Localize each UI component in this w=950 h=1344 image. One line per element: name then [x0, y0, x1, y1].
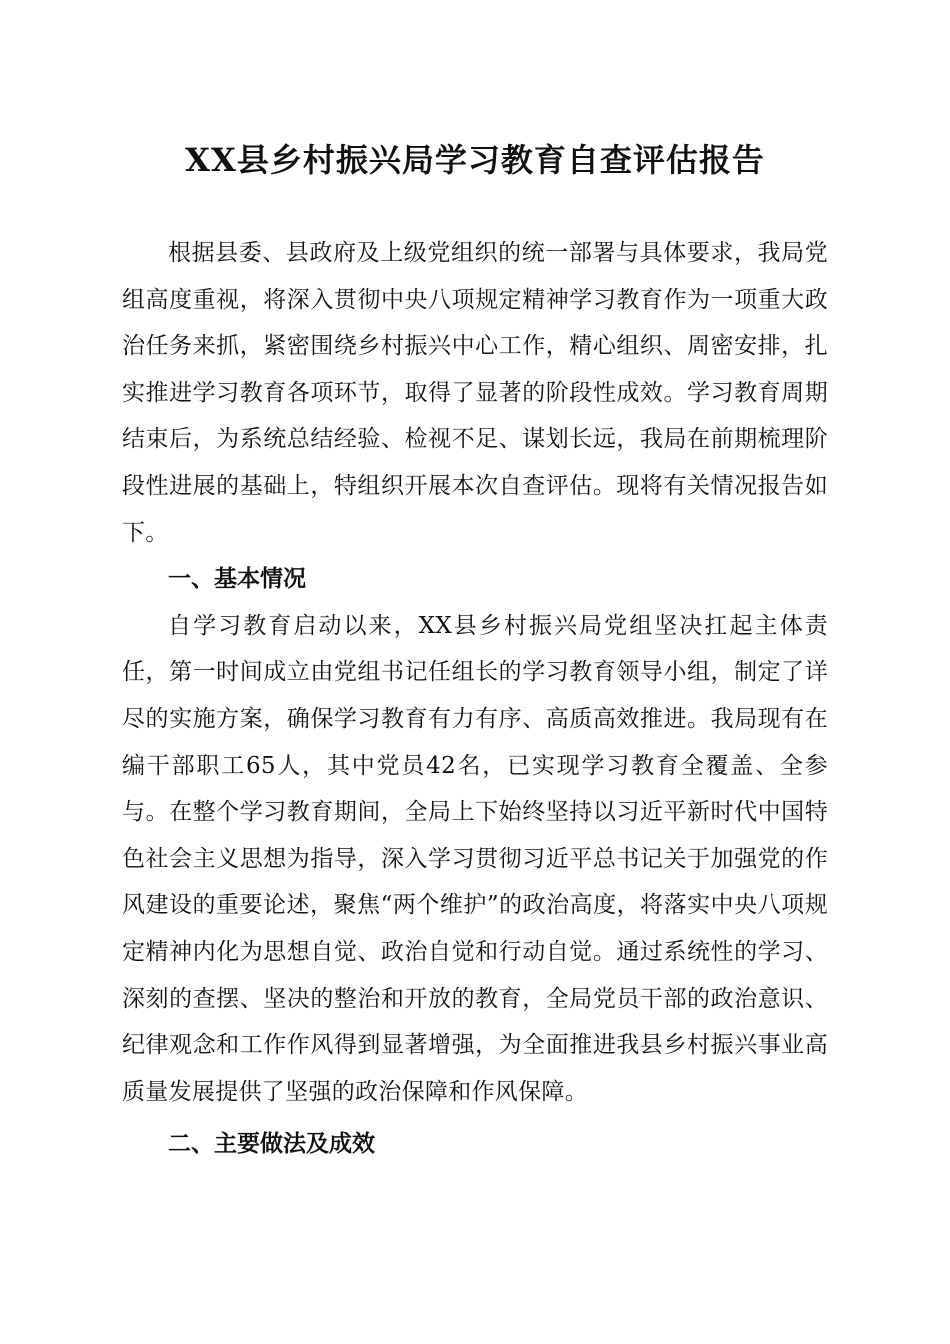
- section-heading-basic-situation: 一、基本情况: [168, 566, 306, 593]
- section-heading-main-practices: 二、主要做法及成效: [168, 1131, 375, 1158]
- intro-paragraph: 根据县委、县政府及上级党组织的统一部署与具体要求，我局党组高度重视，将深入贯彻中央八项规定精神学习教育作为一项重大政治任务来抓，紧密围绕乡村振兴中心工作，精心组织、周密安排，扎实推进学习教育各项环节，取得了显著的阶段性成效。学习教育周期结束后，为系统总结经验、检视不足、谋划长远，我局在前期梳理阶段性进展的基础上，特组织开展本次自查评估。现将有关情况报告如下。: [122, 240, 828, 546]
- document-body: [122, 230, 828, 1168]
- section-paragraph-basic-situation: 自学习教育启动以来，XX县乡村振兴局党组坚决扛起主体责任，第一时间成立由党组书记任组长的学习教育领导小组，制定了详尽的实施方案，确保学习教育有力有序、高质高效推进。我局现有在编干部职工65人，其中党员42名，已实现学习教育全覆盖、全参与。在整个学习教育期间，全局上下始终坚持以习近平新时代中国特色社会主义思想为指导，深入学习贯彻习近平总书记关于加强党的作风建设的重要论述，聚焦“两个维护”的政治高度，将落实中央八项规定精神内化为思想自觉、政治自觉和行动自觉。通过系统性的学习、深刻的查摆、坚决的整治和开放的教育，全局党员干部的政治意识、纪律观念和工作作风得到显著增强，为全面推进我县乡村振兴事业高质量发展提供了坚强的政治保障和作风保障。: [122, 612, 828, 1105]
- document-title: XX县乡村振兴局学习教育自查评估报告: [185, 141, 765, 179]
